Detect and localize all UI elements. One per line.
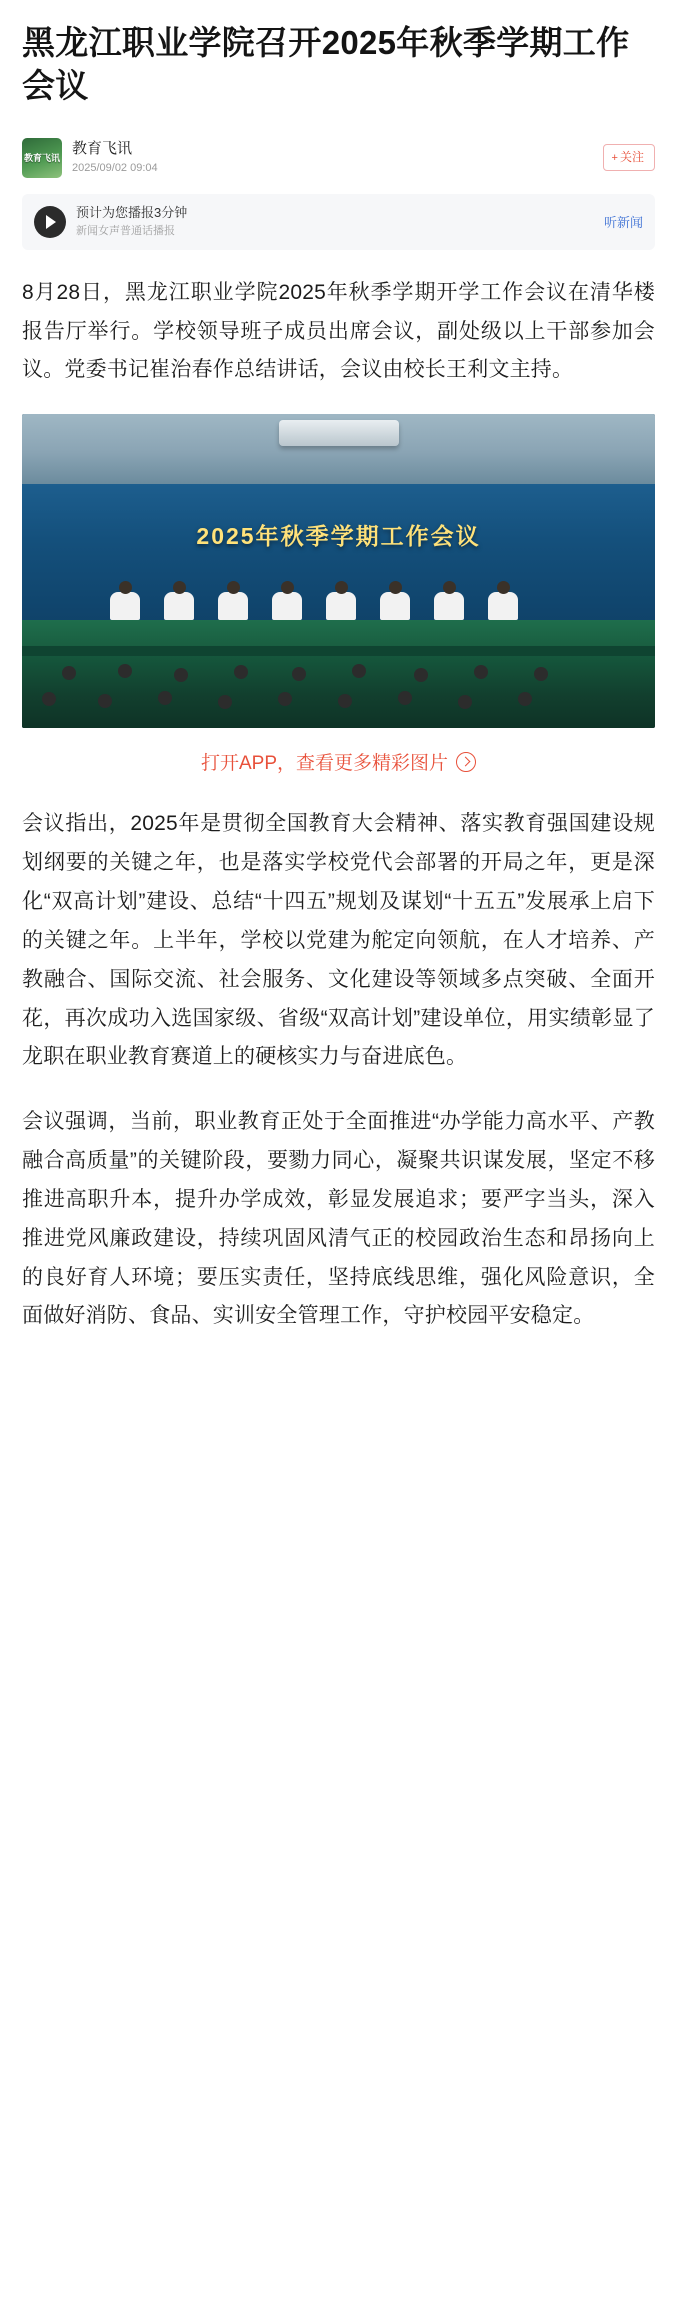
paragraph-1: 8月28日，黑龙江职业学院2025年秋季学期开学工作会议在清华楼报告厅举行。学校领导班子成员出席会议，副处级以上干部参加会议。党委书记崔治春作总结讲话，会议由校长王利文主持。 [22,280,655,382]
photo-banner-text: 2025年秋季学期工作会议 [196,523,481,550]
article-page [0,22,677,1336]
page-title: 黑龙江职业学院召开2025年秋季学期工作会议 [22,24,630,104]
photo-person [380,592,410,620]
follow-button[interactable] [603,144,655,171]
photo-person [218,592,248,620]
photo-person [110,592,140,620]
photo-person [488,592,518,620]
article-figure [22,414,655,779]
photo-audience-heads [22,656,655,728]
open-app-cta[interactable] [22,742,655,779]
publish-timestamp: 2025/09/02 09:04 [72,162,158,175]
source-meta [72,139,603,176]
follow-button-label: 关注 [619,150,644,165]
listen-news-button[interactable]: 听新闻 [603,215,643,231]
play-icon[interactable] [34,206,66,238]
open-app-label: 打开APP，查看更多精彩图片 [200,753,449,775]
photo-person [326,592,356,620]
plus-icon: + [611,152,618,165]
chevron-right-circle-icon [456,752,476,772]
paragraph-3: 会议强调，当前，职业教育正处于全面推进“办学能力高水平、产教融合高质量”的关键阶段，要勠力同心，凝聚共识谋发展，坚定不移推进高职升本，提升办学成效，彰显发展追求；要严字当头，深入推进党风廉政建设，持续巩固风清气正的校园政治生态和昂扬向上的良好育人环境；要压实责任，坚持底线思维，强化风险意识，全面做好消防、食品、实训安全管理工作，守护校园平安稳定。 [22,1110,655,1328]
audio-title: 预计为您播报3分钟 [76,205,188,221]
audio-subtitle: 新闻女声普通话播报 [76,225,175,238]
source-row [22,136,655,180]
source-name[interactable]: 教育飞讯 [72,140,133,158]
photo-person [434,592,464,620]
audio-meta [76,204,594,239]
paragraph-2: 会议指出，2025年是贯彻全国教育大会精神、落实教育强国建设规划纲要的关键之年，也是落实学校党代会部署的开局之年，更是深化“双高计划”建设、总结“十四五”规划及谋划“十五五”发展承上启下的关键之年。上半年，学校以党建为舵定向领航，在人才培养、产教融合、国际交流、社会服务、文化建设等领域多点突破、全面开花，再次成功入选国家级、省级“双高计划”建设单位，用实绩彰显了龙职在职业教育赛道上的硬核实力与奋进底色。 [22,812,655,1069]
projector-icon [279,420,399,446]
meeting-photo[interactable] [22,414,655,728]
audio-player[interactable] [22,194,655,250]
photo-person [272,592,302,620]
avatar[interactable] [22,138,62,178]
photo-person [164,592,194,620]
avatar-label: 教育飞讯 [23,152,60,163]
photo-audience [22,656,655,728]
